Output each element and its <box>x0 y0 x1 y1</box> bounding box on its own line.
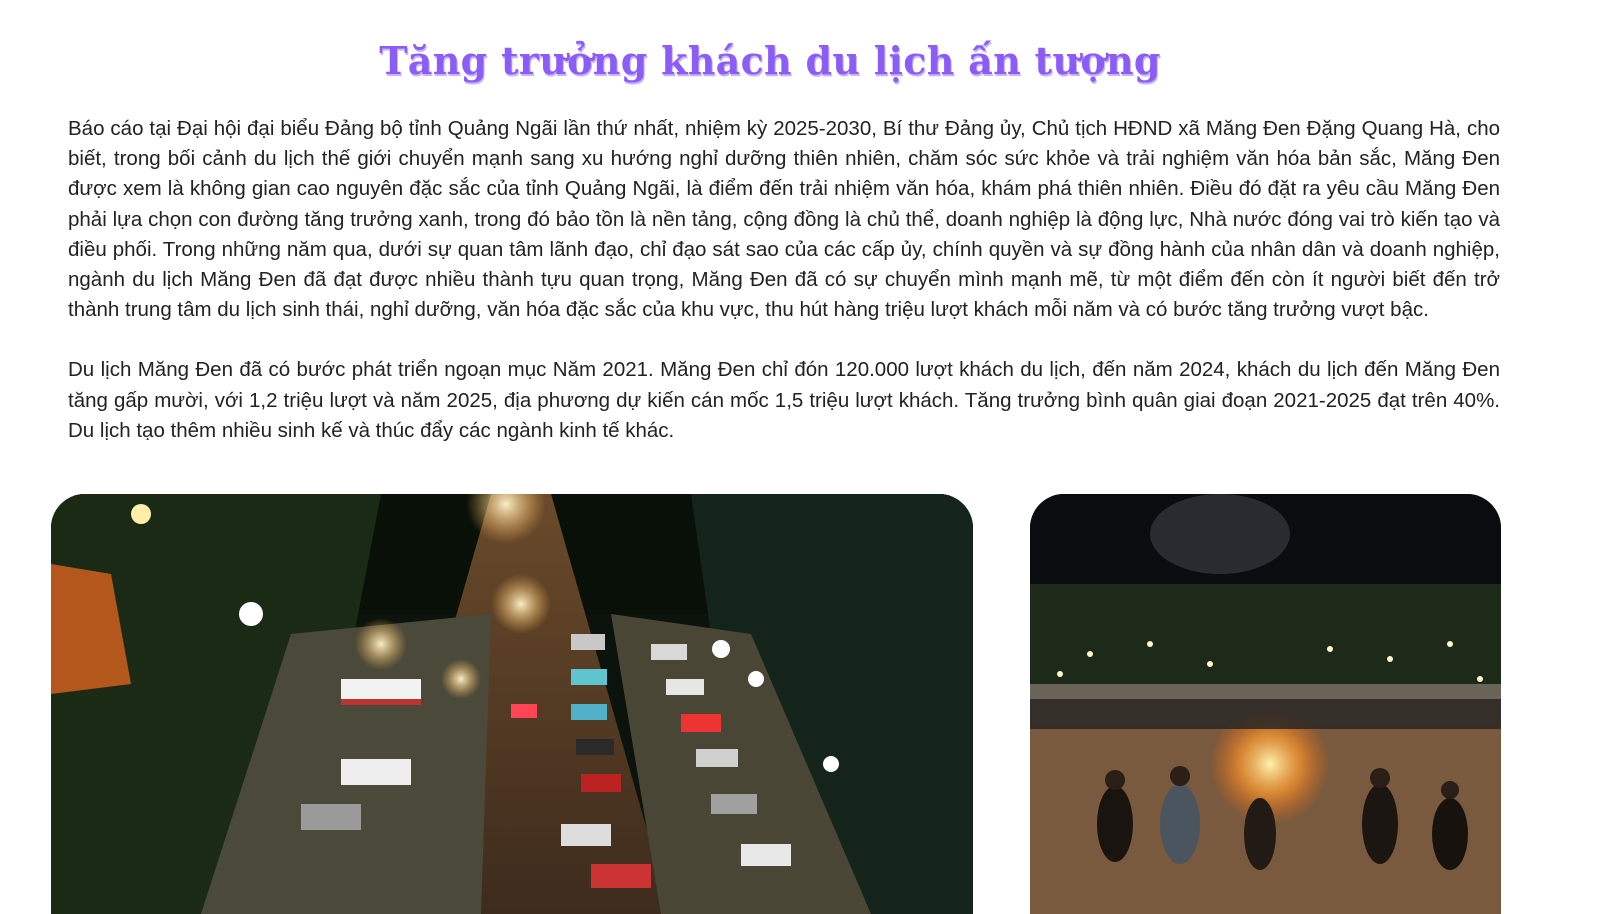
article-body <box>68 114 1500 476</box>
article-paragraph: Báo cáo tại Đại hội đại biểu Đảng bộ tỉnh Quảng Ngãi lần thứ nhất, nhiệm kỳ 2025-2030, Bí thư Đảng ủy, Chủ tịch HĐND xã Măng Đen Đặng Quang Hà, cho biết, trong bối cảnh du lịch thế giới chuyển mạnh sang xu hướng nghỉ dưỡng thiên nhiên, chăm sóc sức khỏe và trải nghiệm văn hóa bản sắc, Măng Đen được xem là không gian cao nguyên đặc sắc của tỉnh Quảng Ngãi, là điểm đến trải nhiệm văn hóa, khám phá thiên nhiên. Điều đó đặt ra yêu cầu Măng Đen phải lựa chọn con đường tăng trưởng xanh, trong đó bảo tồn là nền tảng, cộng đồng là chủ thể, doanh nghiệp là động lực, Nhà nước đóng vai trò kiến tạo và điều phối. Trong những năm qua, dưới sự quan tâm lãnh đạo, chỉ đạo sát sao của các cấp ủy, chính quyền và sự đồng hành của nhân dân và doanh nghiệp, ngành du lịch Măng Đen đã đạt được nhiều thành tựu quan trọng, Măng Đen đã có sự chuyển mình mạnh mẽ, từ một điểm đến còn ít người biết đến trở thành trung tâm du lịch sinh thái, nghỉ dưỡng, văn hóa đặc sắc của khu vực, thu hút hàng triệu lượt khách mỗi năm và có bước tăng trưởng vượt bậc. <box>68 117 1500 322</box>
article-headline: Tăng trưởng khách du lịch ấn tượng <box>379 38 1161 83</box>
article-paragraph: Du lịch Măng Đen đã có bước phát triển ngoạn mục Năm 2021. Măng Đen chỉ đón 120.000 lượt khách du lịch, đến năm 2024, khách du lịch đến Măng Đen tăng gấp mười, với 1,2 triệu lượt và năm 2025, địa phương dự kiến cán mốc 1,5 triệu lượt khách. Tăng trưởng bình quân giai đoạn 2021-2025 đạt trên 40%. Du lịch tạo thêm nhiều sinh kế và thúc đẩy các ngành kinh tế khác. <box>68 358 1500 442</box>
night-festival-photo <box>1030 494 1501 914</box>
night-parking-aerial-photo <box>51 494 973 914</box>
